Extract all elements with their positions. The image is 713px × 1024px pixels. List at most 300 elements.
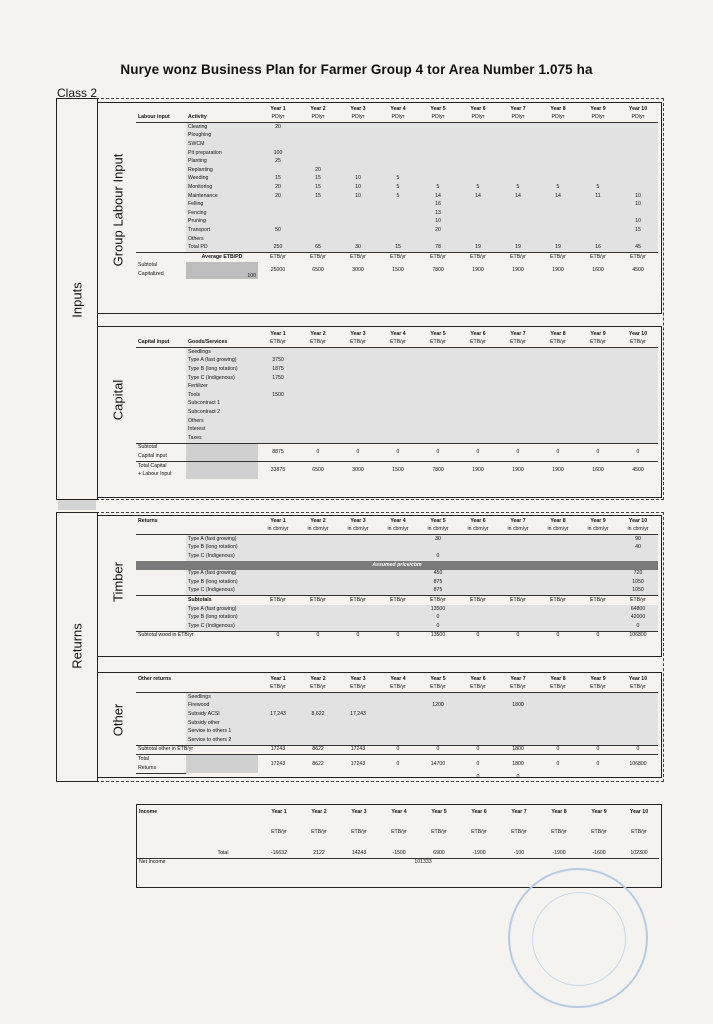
row-value-cell [498,587,538,596]
row-value-cell [338,614,378,623]
avg-unit: ETB/yr [338,253,378,262]
row-value-cell [498,614,538,623]
table-row [136,235,658,244]
capital-subtotal-cell: 8875 [258,443,298,461]
row-value-cell [578,391,618,400]
row-value-cell: 16 [418,201,458,210]
row-label: Subsidy ACSI [186,710,258,719]
row-value-cell: 0 [618,622,658,631]
year-header: Year 9 [590,105,606,112]
row-value-cell [458,158,498,167]
row-value-cell [618,408,658,417]
row-value-cell [578,132,618,141]
row-value-cell [458,166,498,175]
wood-subtotal-cell: 0 [498,631,538,640]
row-label: Replanting [186,166,258,175]
extra-cell [618,773,658,782]
row-value-cell [378,544,418,553]
other-subtotal-cell: 0 [618,745,658,755]
row-value-cell [338,149,378,158]
labour-subtotal-cell: 25000 [270,266,286,273]
row-value-cell [338,374,378,383]
row-value-cell [498,728,538,737]
table-row [136,693,658,702]
row-value-cell [378,728,418,737]
row-label: Weeding [186,175,258,184]
row-value-cell [298,391,338,400]
unit-header: ETB/yr [498,339,538,348]
unit-header: ETB/yr [338,339,378,348]
row-value-cell [418,235,458,244]
capital-subtotal-cell: 0 [298,443,338,461]
row-value-cell [418,710,458,719]
row-value-cell: 0 [418,552,458,561]
year-header: Year 2 [310,330,326,337]
row-value-cell [538,728,578,737]
row-label: Ploughing [186,132,258,141]
row-value-cell [538,166,578,175]
row-label: Seedlings [186,348,258,357]
other-subtotal-cell: 0 [418,745,458,755]
unit-header: PD/yr [298,114,338,123]
row-value-cell: 78 [418,244,458,253]
other-rows [136,693,658,746]
row-value-cell [538,570,578,579]
returns-head: Returns [138,517,158,524]
row-value-cell [578,605,618,614]
unit-header: ETB/yr [391,829,407,836]
row-value-cell: 15 [258,175,298,184]
row-value-cell [378,374,418,383]
unit-header: ETB/yr [458,339,498,348]
year-header: Year 1 [270,675,286,682]
row-value-cell [298,226,338,235]
labour-subtotal-cell: 1600 [592,266,604,273]
table-row [136,391,658,400]
row-value-cell [338,535,378,544]
year-header: Year 1 [270,517,286,524]
table-row [136,158,658,167]
row-value-cell [298,736,338,745]
row-value-cell [458,132,498,141]
row-value-cell [578,365,618,374]
row-value-cell [618,719,658,728]
income-total-cell: 102300 [619,849,659,858]
row-value-cell [378,614,418,623]
row-value-cell: 5 [378,175,418,184]
row-value-cell: 11 [578,192,618,201]
row-value-cell [538,357,578,366]
row-value-cell [538,693,578,702]
row-value-cell [338,552,378,561]
labour-subtotal-cell: 3000 [352,266,364,273]
row-value-cell: 40 [618,544,658,553]
unit-header: in cbm/yr [298,526,338,535]
row-value-cell [578,383,618,392]
table-row [136,201,658,210]
row-value-cell: 10 [338,175,378,184]
year-header: Year 9 [590,517,606,524]
row-value-cell [618,235,658,244]
income-label: Income [139,808,158,815]
row-value-cell [298,218,338,227]
row-value-cell [258,132,298,141]
year-header: Year 6 [470,675,486,682]
unit-header: ETB/yr [458,596,498,605]
row-value-cell [298,535,338,544]
capital-total-cell: 1500 [378,461,418,479]
row-label: Subcontract 2 [186,408,258,417]
table-row [136,710,658,719]
unit-header: ETB/yr [311,829,327,836]
total-returns-cell: 17243 [258,755,298,773]
row-value-cell: 1875 [258,365,298,374]
row-value-cell [298,552,338,561]
row-value-cell [578,235,618,244]
row-value-cell [418,357,458,366]
timber-etb-rows [136,605,658,631]
year-header: Year 3 [350,330,366,337]
row-value-cell [618,209,658,218]
row-value-cell [378,587,418,596]
row-value-cell [258,535,298,544]
timber-price-rows [136,570,658,596]
row-label: Firewood [186,702,258,711]
row-value-cell [458,736,498,745]
row-value-cell [458,348,498,357]
row-label: Type C (Indigenous) [186,374,258,383]
unit-header: ETB/yr [618,596,658,605]
row-value-cell [298,140,338,149]
class-label: Class 2 [57,86,98,100]
row-value-cell [618,728,658,737]
row-value-cell: 5 [458,183,498,192]
year-header: Year 4 [390,675,406,682]
row-value-cell [498,622,538,631]
income-total-label: Total [187,849,259,858]
other-subtotal-cell: 0 [578,745,618,755]
capital-subtotal-cell: 0 [458,443,498,461]
capital-total-cell: 33875 [258,461,298,479]
row-value-cell [578,614,618,623]
row-value-cell [298,434,338,443]
avg-unit: ETB/yr [498,253,538,262]
row-value-cell [378,365,418,374]
subtotals-label: Subtotals [186,596,258,605]
row-value-cell [498,140,538,149]
row-label: Type B (long rotation) [186,544,258,553]
capital-subtotal-cell: 0 [418,443,458,461]
row-value-cell [538,719,578,728]
row-value-cell [578,149,618,158]
row-value-cell [418,391,458,400]
row-value-cell: 14 [498,192,538,201]
row-value-cell [378,535,418,544]
row-value-cell [538,544,578,553]
row-value-cell: 42000 [618,614,658,623]
row-value-cell [538,365,578,374]
row-value-cell: 5 [578,183,618,192]
row-value-cell [258,166,298,175]
income-total-cell: 2122 [299,849,339,858]
unit-header: ETB/yr [338,596,378,605]
row-value-cell: 17,243 [338,710,378,719]
row-value-cell: 65 [298,244,338,253]
row-value-cell [258,605,298,614]
row-value-cell [538,535,578,544]
row-value-cell [578,622,618,631]
row-value-cell [458,408,498,417]
avg-unit: ETB/yr [458,253,498,262]
row-value-cell [338,209,378,218]
income-total-cell: 6900 [419,849,459,858]
row-value-cell [258,235,298,244]
total-capital-label: Total Capital [136,461,186,470]
row-value-cell [538,226,578,235]
wood-subtotal-cell: 0 [298,631,338,640]
row-value-cell [258,736,298,745]
row-value-cell [538,158,578,167]
row-value-cell [578,374,618,383]
row-value-cell [618,710,658,719]
extra-cell [298,773,338,782]
row-value-cell [538,400,578,409]
row-value-cell: 20 [258,192,298,201]
row-value-cell [378,149,418,158]
row-value-cell [418,544,458,553]
row-label: Pruning [186,218,258,227]
row-value-cell [538,175,578,184]
row-label: Fencing [186,209,258,218]
row-value-cell: 45 [618,244,658,253]
row-value-cell [498,710,538,719]
row-value-cell: 10 [618,192,658,201]
labour-subtotal-cell: 1900 [552,266,564,273]
row-value-cell [418,149,458,158]
row-value-cell [338,123,378,132]
unit-header: PD/yr [458,114,498,123]
row-value-cell [378,383,418,392]
row-value-cell [418,434,458,443]
row-value-cell [338,140,378,149]
row-value-cell [498,605,538,614]
row-value-cell [578,140,618,149]
row-value-cell: 20 [258,183,298,192]
row-value-cell [298,209,338,218]
row-value-cell: 5 [418,183,458,192]
row-value-cell [618,183,658,192]
row-value-cell [298,417,338,426]
unit-header: ETB/yr [618,684,658,693]
row-value-cell: 19 [458,244,498,253]
other-section-label: Other [110,703,126,737]
row-value-cell [338,417,378,426]
row-value-cell [538,408,578,417]
row-value-cell [458,140,498,149]
row-value-cell [298,383,338,392]
row-label: Felling [186,201,258,210]
wood-subtotal-cell: 106800 [618,631,658,640]
row-value-cell: 10 [618,218,658,227]
row-value-cell [498,374,538,383]
capital-head: Capital input [136,339,186,348]
extra-cell [378,773,418,782]
row-value-cell [498,535,538,544]
capitalized-label: Capitalized [138,270,164,277]
row-value-cell [578,226,618,235]
row-value-cell [458,710,498,719]
goods-head: Goods/Services [186,339,258,348]
row-value-cell [338,383,378,392]
year-header: Year 7 [510,330,526,337]
gap-shade [58,500,96,510]
row-value-cell [538,391,578,400]
row-value-cell [298,123,338,132]
row-value-cell [498,365,538,374]
year-header: Year 2 [310,517,326,524]
capital-subtotal-cell: 0 [498,443,538,461]
row-value-cell [498,408,538,417]
row-value-cell [338,166,378,175]
row-value-cell [458,434,498,443]
unit-header: ETB/yr [378,596,418,605]
row-value-cell [458,209,498,218]
year-header: Year 3 [350,675,366,682]
row-value-cell [578,728,618,737]
row-value-cell [498,736,538,745]
avg-unit: ETB/yr [578,253,618,262]
unit-header: in cbm/yr [498,526,538,535]
table-row [136,218,658,227]
row-value-cell [498,235,538,244]
row-value-cell [338,365,378,374]
row-value-cell [298,400,338,409]
row-value-cell [578,166,618,175]
table-row [136,587,658,596]
row-value-cell: 14 [458,192,498,201]
row-value-cell [378,710,418,719]
row-value-cell [378,166,418,175]
row-value-cell [618,391,658,400]
row-value-cell [378,622,418,631]
row-value-cell [458,552,498,561]
row-value-cell [458,201,498,210]
row-value-cell [258,728,298,737]
row-label: Fertilizer [186,383,258,392]
row-label: Interest [186,426,258,435]
unit-header: ETB/yr [498,596,538,605]
year-header: Year 4 [390,105,406,112]
row-value-cell [338,158,378,167]
row-value-cell [458,622,498,631]
row-value-cell [618,357,658,366]
row-value-cell: 5 [538,183,578,192]
table-row [136,192,658,201]
total-returns-label: Total [136,755,186,764]
avg-unit: ETB/yr [618,253,658,262]
unit-header: ETB/yr [551,829,567,836]
row-value-cell [538,149,578,158]
row-value-cell [258,614,298,623]
other-returns-head: Other returns [138,675,172,682]
row-label: Type A (fast growing) [186,605,258,614]
row-value-cell [258,417,298,426]
row-value-cell: 5 [378,183,418,192]
row-value-cell [498,426,538,435]
row-value-cell [258,201,298,210]
returns-sub-label: Returns [136,764,186,773]
row-label: Taxes [186,434,258,443]
year-header: Year 5 [430,105,446,112]
row-value-cell [498,391,538,400]
unit-header: ETB/yr [418,339,458,348]
total-returns-cell: 0 [578,755,618,773]
row-value-cell [538,426,578,435]
table-row [136,183,658,192]
row-value-cell: 20 [418,226,458,235]
row-label: Type C (Indigenous) [186,622,258,631]
row-value-cell: 19 [498,244,538,253]
row-value-cell: 5 [378,192,418,201]
table-row [136,719,658,728]
table-row [136,357,658,366]
row-value-cell [498,348,538,357]
row-value-cell [618,166,658,175]
table-row [136,544,658,553]
wood-subtotal-cell: 13500 [418,631,458,640]
row-value-cell [298,578,338,587]
unit-header: ETB/yr [538,339,578,348]
income-total-cell: -1900 [459,849,499,858]
row-value-cell: 19 [538,244,578,253]
row-value-cell [498,417,538,426]
row-value-cell [618,400,658,409]
row-value-cell [458,614,498,623]
row-value-cell: 0 [418,622,458,631]
year-header: Year 3 [351,808,367,815]
row-value-cell [538,201,578,210]
capital-total-cell: 7800 [418,461,458,479]
table-row [136,736,658,745]
net-income-label: Net Income [139,859,166,866]
row-value-cell [258,218,298,227]
unit-header: PD/yr [338,114,378,123]
row-value-cell [458,383,498,392]
unit-header: in cbm/yr [418,526,458,535]
unit-header: ETB/yr [578,596,618,605]
row-value-cell [258,693,298,702]
row-value-cell: 15 [618,226,658,235]
row-value-cell [378,348,418,357]
row-value-cell [578,417,618,426]
unit-header: ETB/yr [498,684,538,693]
unit-header: ETB/yr [591,829,607,836]
year-header: Year 5 [430,330,446,337]
unit-header: ETB/yr [578,684,618,693]
unit-header: PD/yr [378,114,418,123]
table-row [136,614,658,623]
row-value-cell [578,426,618,435]
row-value-cell: 25 [258,158,298,167]
row-value-cell [418,728,458,737]
row-value-cell [458,426,498,435]
capital-total-cell: 3000 [338,461,378,479]
row-value-cell [458,544,498,553]
row-value-cell [258,348,298,357]
extra-cell [338,773,378,782]
row-value-cell [618,140,658,149]
row-value-cell [498,123,538,132]
